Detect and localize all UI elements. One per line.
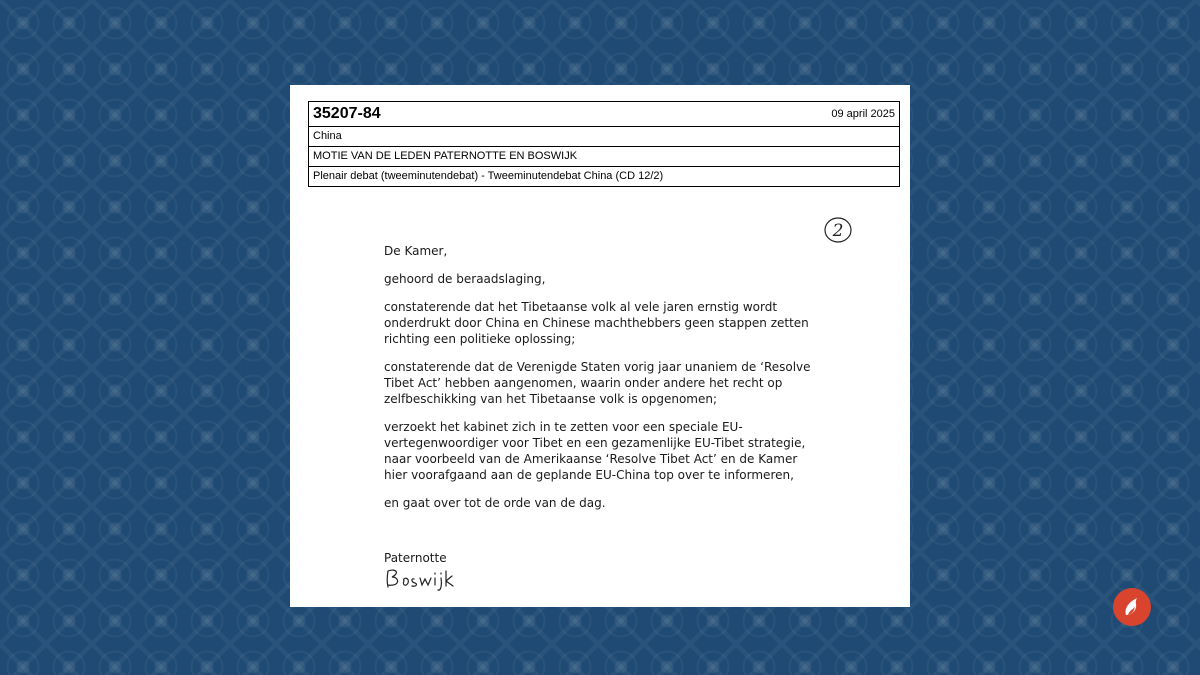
document-subject: China — [309, 126, 899, 146]
document-header-table — [308, 101, 900, 187]
salutation: De Kamer, — [384, 244, 448, 258]
request-paragraph: verzoekt het kabinet zich in te zetten voor een speciale EU-vertegenwoordiger voor Tibet en een gezamenlijke EU-Tibet strategie, naar voorbeeld van de Amerikaanse ‘Resolve Tibet Act’ en de Kamer hier voorafgaand aan de geplande EU-China top over te informeren, — [384, 420, 806, 482]
motion-body — [384, 243, 824, 523]
flame-logo-icon — [1113, 588, 1151, 626]
handwritten-signature-boswijk — [384, 565, 464, 591]
document-number: 35207-84 — [313, 105, 381, 122]
signatory-paternotte: Paternotte — [384, 551, 447, 565]
document-date: 09 april 2025 — [831, 108, 895, 120]
motion-document — [290, 85, 910, 607]
signatures — [384, 551, 464, 596]
annotation-text: 2 — [832, 221, 844, 241]
deliberation-line: gehoord de beraadslaging, — [384, 272, 546, 286]
debate-description: Plenair debat (tweeminutendebat) - Tweeminutendebat China (CD 12/2) — [309, 166, 899, 186]
consideration-1: constaterende dat het Tibetaanse volk al vele jaren ernstig wordt onderdrukt door China en Chinese machthebbers geen stappen zetten richting een politieke oplossing; — [384, 300, 809, 346]
closing-line: en gaat over tot de orde van de dag. — [384, 496, 606, 510]
header-row-number — [309, 102, 899, 126]
handwritten-number-annotation — [823, 215, 853, 245]
consideration-2: constaterende dat de Verenigde Staten vorig jaar unaniem de ‘Resolve Tibet Act’ hebben aangenomen, waarin onder andere het recht op zelfbeschikking van het Tibetaanse volk is opgenomen; — [384, 360, 811, 406]
motion-title: MOTIE VAN DE LEDEN PATERNOTTE EN BOSWIJK — [309, 146, 899, 166]
